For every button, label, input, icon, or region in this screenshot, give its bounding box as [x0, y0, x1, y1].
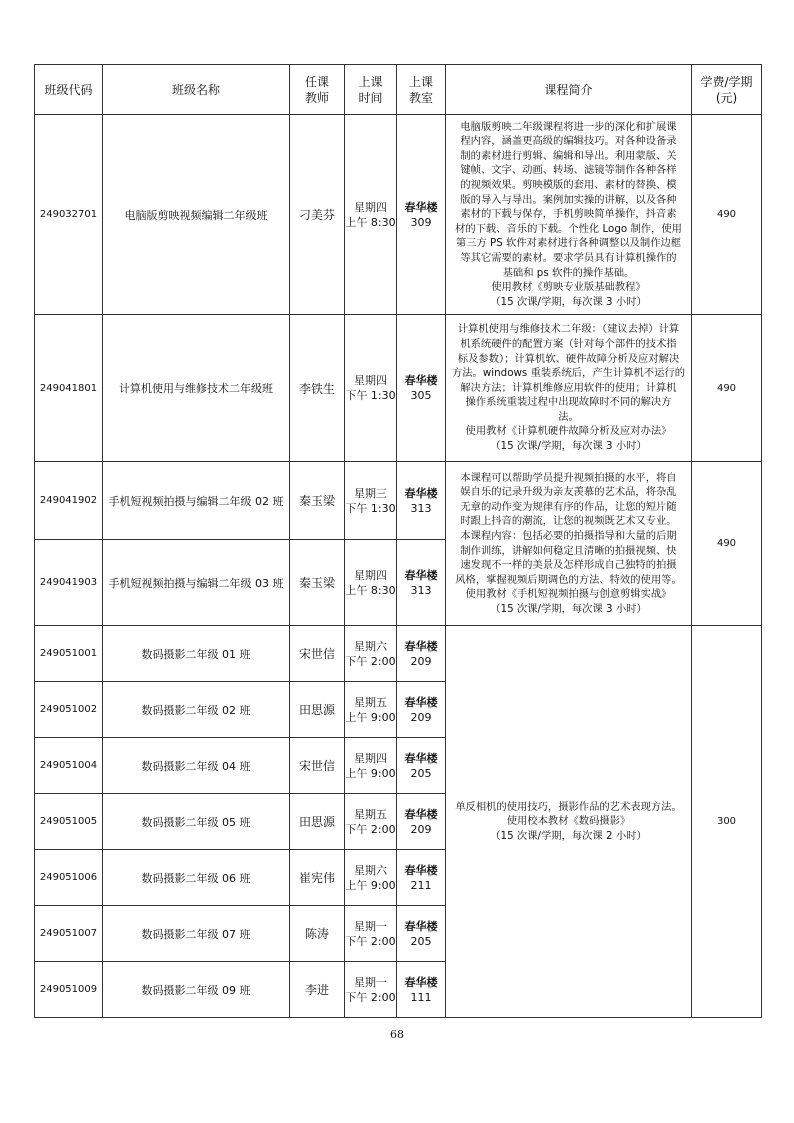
- class-time: 星期一 下午 2:00: [345, 962, 397, 1018]
- description-line: 版的导入与导出。案例加实操的讲解，以及各种: [460, 193, 677, 206]
- teacher-name: 田思源: [290, 682, 345, 738]
- class-time: 星期四 上午 8:30: [345, 540, 397, 626]
- teacher-name: 陈涛: [290, 906, 345, 962]
- description-line: 操作系统重装过程中出现故障时不同的解决方: [465, 396, 672, 409]
- classroom: 春华楼 111: [397, 962, 446, 1018]
- tuition-fee: 490: [692, 315, 762, 462]
- class-code: 249041801: [35, 315, 103, 462]
- description-line: 制的素材进行剪辑、编辑和导出。利用蒙版、关: [460, 149, 677, 162]
- class-code: 249051006: [35, 850, 103, 906]
- classroom: 春华楼 313: [397, 540, 446, 626]
- header-row: [35, 65, 762, 115]
- description-line: （15 次课/学期，每次课 2 小时）: [490, 829, 647, 842]
- teacher-name: 崔宪伟: [290, 850, 345, 906]
- class-name: 计算机使用与维修技术二年级班: [103, 315, 290, 462]
- class-name: 数码摄影二年级 01 班: [103, 626, 290, 682]
- description-line: 计算机使用与维修技术二年级：（建议去掉）计算: [457, 323, 680, 336]
- page-number: 68: [390, 1028, 404, 1041]
- classroom: 春华楼 309: [397, 115, 446, 315]
- table-row: [35, 315, 762, 462]
- classroom: 春华楼 313: [397, 462, 446, 540]
- class-code: 249032701: [35, 115, 103, 315]
- header-teacher: 任课 教师: [290, 65, 345, 115]
- classroom: 春华楼 305: [397, 315, 446, 462]
- description-line: 娱自乐的记录升级为亲友羡慕的艺术品，将杂乱: [460, 486, 677, 499]
- class-time: 星期一 下午 2:00: [345, 906, 397, 962]
- course-description: [446, 626, 692, 1018]
- class-name: 电脑版剪映视频编辑二年级班: [103, 115, 290, 315]
- course-description: [446, 462, 692, 626]
- class-code: 249041903: [35, 540, 103, 626]
- teacher-name: 宋世信: [290, 626, 345, 682]
- description-line: 基础和 ps 软件的操作基础。: [502, 266, 635, 279]
- description-line: 单反相机的使用技巧，摄影作品的艺术表现方法。: [455, 800, 682, 813]
- header-room: 上课 教室: [397, 65, 446, 115]
- description-line: （15 次课/学期，每次课 3 小时）: [490, 440, 647, 453]
- table-row: [35, 462, 762, 540]
- class-code: 249051007: [35, 906, 103, 962]
- tuition-fee: 490: [692, 115, 762, 315]
- class-name: 手机短视频拍摄与编辑二年级 02 班: [103, 462, 290, 540]
- header-name: 班级名称: [103, 65, 290, 115]
- description-line: 无章的动作变为规律有序的作品，让您的短片随: [460, 500, 677, 513]
- class-name: 数码摄影二年级 06 班: [103, 850, 290, 906]
- class-name: 数码摄影二年级 09 班: [103, 962, 290, 1018]
- class-name: 数码摄影二年级 05 班: [103, 794, 290, 850]
- class-time: 星期六 上午 9:00: [345, 850, 397, 906]
- teacher-name: 刁美芬: [290, 115, 345, 315]
- description-line: 速发现不一样的美景及怎样形成自己独特的拍摄: [460, 559, 677, 572]
- class-time: 星期四 上午 9:00: [345, 738, 397, 794]
- class-code: 249051009: [35, 962, 103, 1018]
- description-line: 风格，掌握视频后期调色的方法、特效的使用等。: [455, 573, 682, 586]
- class-name: 数码摄影二年级 04 班: [103, 738, 290, 794]
- class-code: 249051002: [35, 682, 103, 738]
- course-description: [446, 315, 692, 462]
- tuition-fee: 490: [692, 462, 762, 626]
- class-code: 249041902: [35, 462, 103, 540]
- classroom: 春华楼 205: [397, 906, 446, 962]
- header-fee: 学费/学期 (元): [692, 65, 762, 115]
- class-time: 星期四 上午 8:30: [345, 115, 397, 315]
- class-time: 星期五 上午 9:00: [345, 682, 397, 738]
- description-line: 使用教材《手机短视频拍摄与创意剪辑实战》: [465, 588, 672, 601]
- table-row: [35, 626, 762, 682]
- description-line: 时跟上抖音的潮流，让您的视频既艺术又专业。: [460, 515, 677, 528]
- description-line: 法。: [558, 410, 579, 423]
- description-line: 电脑版剪映二年级课程将进一步的深化和扩展课: [460, 120, 677, 133]
- description-line: （15 次课/学期，每次课 3 小时）: [490, 602, 647, 615]
- description-line: 本课程可以帮助学员提升视频拍摄的水平，将自: [460, 471, 677, 484]
- header-desc: 课程简介: [446, 65, 692, 115]
- teacher-name: 田思源: [290, 794, 345, 850]
- description-line: 标及参数）；计算机软、硬件故障分析及应对解决: [457, 352, 680, 365]
- teacher-name: 李铁生: [290, 315, 345, 462]
- teacher-name: 宋世信: [290, 738, 345, 794]
- class-time: 星期三 下午 1:30: [345, 462, 397, 540]
- description-line: 制作训练，讲解如何稳定且清晰的拍摄视频、快: [460, 544, 677, 557]
- description-line: 本课程内容：包括必要的拍摄指导和大量的后期: [460, 529, 677, 542]
- class-name: 数码摄影二年级 02 班: [103, 682, 290, 738]
- class-name: 手机短视频拍摄与编辑二年级 03 班: [103, 540, 290, 626]
- class-time: 星期四 下午 1:30: [345, 315, 397, 462]
- class-name: 数码摄影二年级 07 班: [103, 906, 290, 962]
- class-code: 249051001: [35, 626, 103, 682]
- description-line: 的视频效果。剪映模版的套用、素材的替换、模: [460, 179, 677, 192]
- description-line: 程内容，涵盖更高级的编辑技巧。对各种设备录: [460, 135, 677, 148]
- header-code: 班级代码: [35, 65, 103, 115]
- description-line: 键帧、文字、动画、转场、滤镜等制作各种各样: [460, 164, 677, 177]
- description-line: 素材的下载与保存，手机剪映简单操作，抖音素: [460, 208, 677, 221]
- teacher-name: 秦玉梁: [290, 540, 345, 626]
- classroom: 春华楼 205: [397, 738, 446, 794]
- description-line: 等其它需要的素材。要求学员具有计算机操作的: [460, 251, 677, 264]
- description-line: 使用校本教材《数码摄影》: [506, 815, 631, 828]
- class-time: 星期五 下午 2:00: [345, 794, 397, 850]
- class-code: 249051005: [35, 794, 103, 850]
- classroom: 春华楼 209: [397, 682, 446, 738]
- table-row: [35, 115, 762, 315]
- classroom: 春华楼 211: [397, 850, 446, 906]
- description-line: 机系统硬件的配置方案（针对每个部件的技术指: [460, 337, 677, 350]
- description-line: （15 次课/学期，每次课 3 小时）: [490, 295, 647, 308]
- description-line: 解决方法；计算机维修应用软件的使用；计算机: [460, 381, 677, 394]
- description-line: 方法。windows 重装系统后，产生计算机不运行的: [451, 367, 686, 380]
- classroom: 春华楼 209: [397, 794, 446, 850]
- description-line: 使用教材《剪映专业版基础教程》: [491, 281, 646, 294]
- classroom: 春华楼 209: [397, 626, 446, 682]
- header-time: 上课 时间: [345, 65, 397, 115]
- class-code: 249051004: [35, 738, 103, 794]
- description-line: 使用教材《计算机硬件故障分析及应对办法》: [465, 425, 672, 438]
- course-description: [446, 115, 692, 315]
- description-line: 材的下载、音乐的下载。个性化 Logo 制作，使用: [455, 222, 682, 235]
- tuition-fee: 300: [692, 626, 762, 1018]
- description-line: 第三方 PS 软件对素材进行各种调整以及制作边框: [455, 237, 682, 250]
- course-table: [34, 64, 762, 1018]
- teacher-name: 秦玉梁: [290, 462, 345, 540]
- teacher-name: 李进: [290, 962, 345, 1018]
- class-time: 星期六 下午 2:00: [345, 626, 397, 682]
